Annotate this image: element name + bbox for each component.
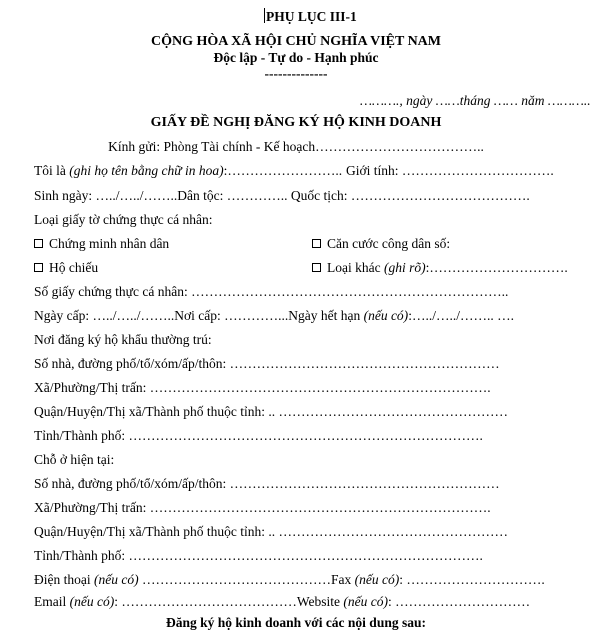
content-heading: Đăng ký hộ kinh doanh với các nội dung sau:: [166, 615, 426, 630]
residence-street-field[interactable]: Số nhà, đường phố/tổ/xóm/ấp/thôn: ……………………………………………………: [34, 356, 500, 371]
motto: Độc lập - Tự do - Hạnh phúc: [213, 50, 379, 65]
id-type-label: Loại giấy tờ chứng thực cá nhân:: [34, 212, 213, 227]
residence-province-field[interactable]: Tỉnh/Thành phố: …………………………………………………………………….: [34, 428, 483, 443]
birth-ethnicity-nationality-line[interactable]: Sinh ngày: …../…../……..Dân tộc: ………….. Quốc tịch: ………………………………….: [34, 188, 530, 203]
current-province-field[interactable]: Tỉnh/Thành phố: …………………………………………………………………….: [34, 548, 483, 563]
option-id-card[interactable]: Chứng minh nhân dân: [34, 236, 169, 252]
option-other[interactable]: Loại khác (ghi rõ):………………………….: [312, 260, 568, 276]
addressee-line: Kính gửi: Phòng Tài chính - Kế hoạch………………………………..: [108, 139, 484, 154]
checkbox-icon[interactable]: [312, 263, 321, 272]
issue-info-line[interactable]: Ngày cấp: …../…../……..Nơi cấp: …………...Ngày hết hạn (nếu có):…../…../…….. ….: [34, 308, 514, 323]
current-street-field[interactable]: Số nhà, đường phố/tổ/xóm/ấp/thôn: ……………………………………………………: [34, 476, 500, 491]
checkbox-icon[interactable]: [34, 263, 43, 272]
text-cursor: [264, 8, 265, 23]
date-line: ………., ngày ……tháng …… năm ………..: [360, 93, 591, 108]
current-ward-field[interactable]: Xã/Phường/Thị trấn: ………………………………………………………………….: [34, 500, 491, 515]
email-website-line[interactable]: Email (nếu có): …………………………………Website (nếu có): …………………………: [34, 594, 531, 609]
republic-title: CỘNG HÒA XÃ HỘI CHỦ NGHĨA VIỆT NAM: [150, 34, 441, 49]
separator: --------------: [264, 66, 328, 81]
residence-label: Nơi đăng ký hộ khẩu thường trú:: [34, 332, 212, 347]
option-passport[interactable]: Hộ chiếu: [34, 260, 98, 276]
phone-fax-line[interactable]: Điện thoại (nếu có) ……………………………………Fax (nếu có): ………………………….: [34, 572, 545, 587]
option-citizen-id[interactable]: Căn cước công dân số:: [312, 236, 450, 252]
name-field[interactable]: Tôi là (ghi họ tên bằng chữ in hoa):……………………..: [34, 163, 343, 178]
form-title: GIẤY ĐỀ NGHỊ ĐĂNG KÝ HỘ KINH DOANH: [150, 115, 442, 130]
annex-heading: [264, 8, 357, 25]
current-district-field[interactable]: Quận/Huyện/Thị xã/Thành phố thuộc tỉnh: .. ……………………………………………: [34, 524, 508, 539]
annex-text: PHỤ LỤC III-1: [266, 9, 357, 24]
checkbox-icon[interactable]: [312, 239, 321, 248]
id-number-field[interactable]: Số giấy chứng thực cá nhân: ……………………………………………………………..: [34, 284, 509, 299]
current-address-label: Chỗ ở hiện tại:: [34, 452, 115, 467]
checkbox-icon[interactable]: [34, 239, 43, 248]
residence-ward-field[interactable]: Xã/Phường/Thị trấn: ………………………………………………………………….: [34, 380, 491, 395]
gender-field[interactable]: Giới tính: …………………………….: [346, 163, 554, 178]
residence-district-field[interactable]: Quận/Huyện/Thị xã/Thành phố thuộc tỉnh: .. ……………………………………………: [34, 404, 508, 419]
